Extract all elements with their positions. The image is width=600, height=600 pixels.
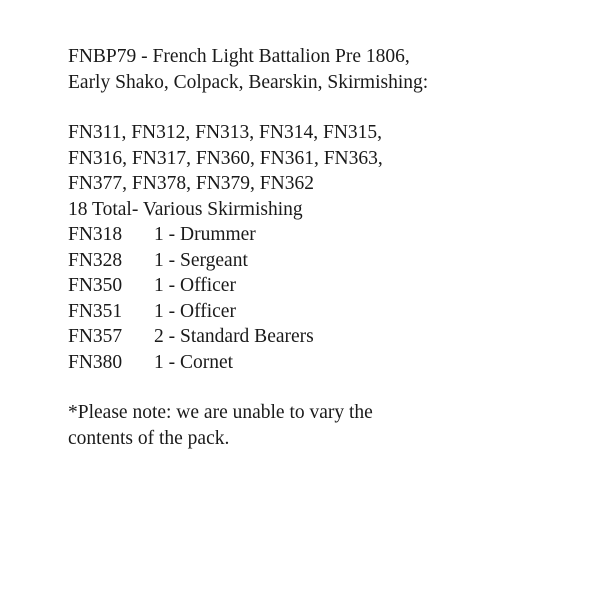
list-item <box>68 222 588 248</box>
item-code: FN350 <box>68 275 123 296</box>
item-description: 1 - Drummer <box>154 224 256 245</box>
item-code: FN328 <box>68 249 123 271</box>
note-line-2: contents of the pack. <box>68 427 230 449</box>
list-item <box>68 273 588 299</box>
item-code: FN357 <box>68 326 123 347</box>
item-description: 1 - Cornet <box>154 351 234 373</box>
list-item <box>68 248 588 274</box>
item-description: 1 - Sergeant <box>154 249 248 271</box>
item-code: FN351 <box>68 300 123 322</box>
pack-contents-document <box>68 44 588 451</box>
list-item <box>68 324 588 350</box>
pack-title <box>68 44 588 95</box>
code-line-1: FN311, FN312, FN313, FN314, FN315, <box>68 122 383 143</box>
total-line: 18 Total- Various Skirmishing <box>68 198 303 220</box>
title-line-2: Early Shako, Colpack, Bearskin, Skirmishing: <box>68 71 429 93</box>
note <box>68 400 588 451</box>
item-description: 2 - Standard Bearers <box>154 326 314 347</box>
item-description: 1 - Officer <box>154 300 236 322</box>
spacer <box>68 95 588 120</box>
item-description: 1 - Officer <box>154 275 236 296</box>
note-line-1: *Please note: we are unable to vary the <box>68 402 373 423</box>
code-list <box>68 120 588 197</box>
item-code: FN380 <box>68 351 123 373</box>
list-item <box>68 350 588 376</box>
code-line-2: FN316, FN317, FN360, FN361, FN363, <box>68 147 383 169</box>
item-code: FN318 <box>68 224 123 245</box>
title-line-1: FNBP79 - French Light Battalion Pre 1806, <box>68 46 410 67</box>
item-list <box>68 222 588 375</box>
spacer <box>68 375 588 400</box>
list-item <box>68 299 588 325</box>
code-line-3: FN377, FN378, FN379, FN362 <box>68 173 314 194</box>
